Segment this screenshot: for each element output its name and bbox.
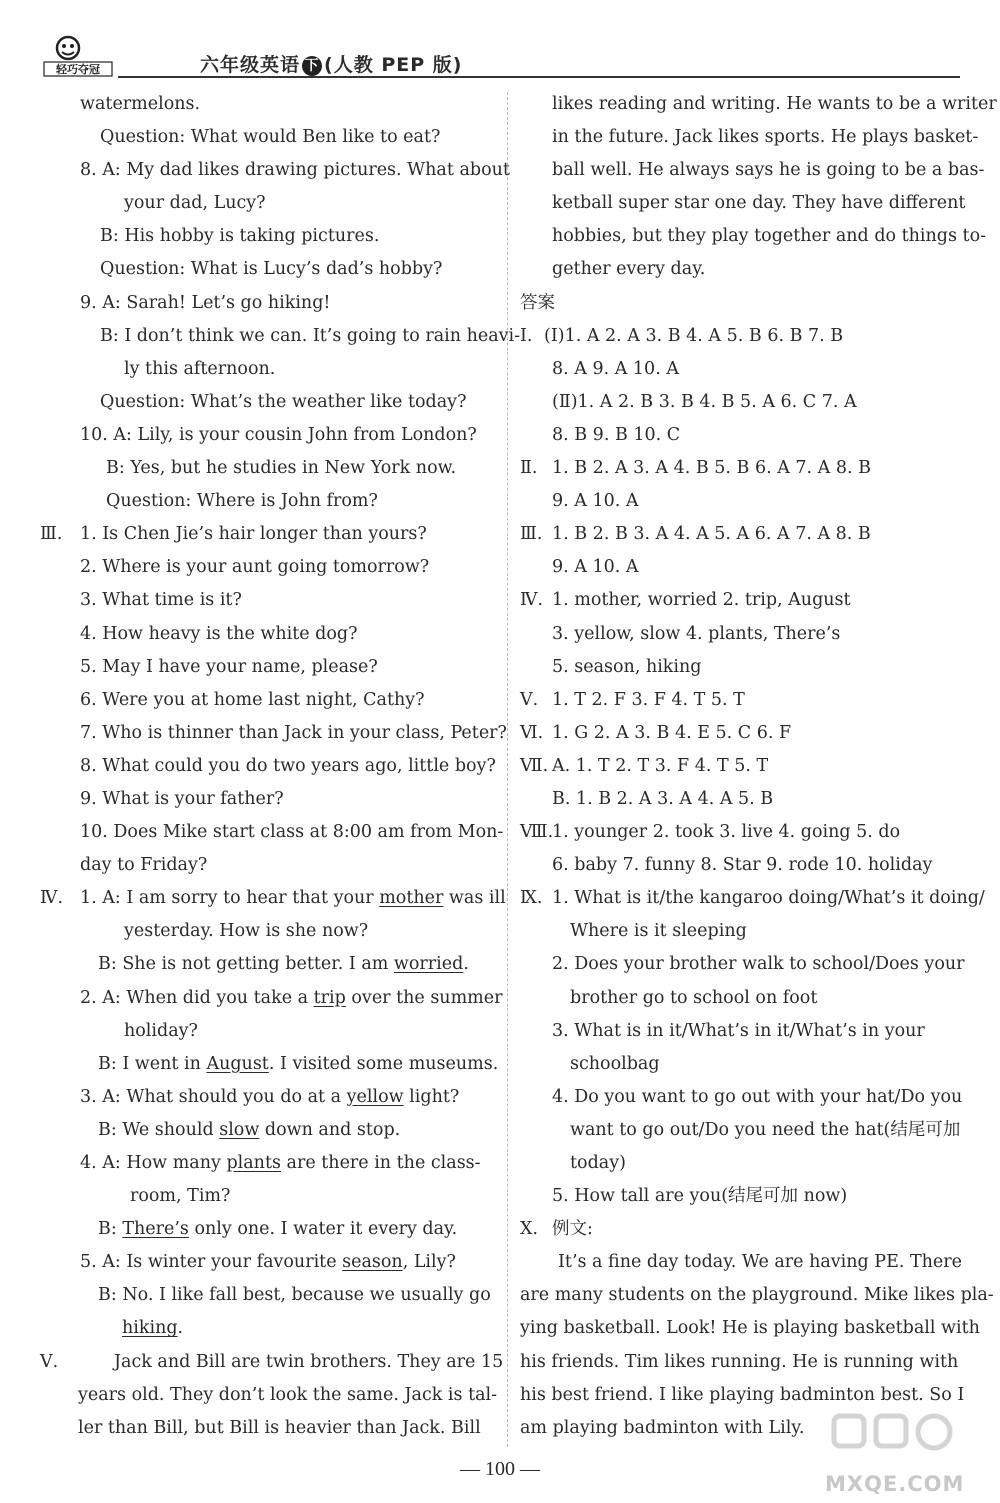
text-line <box>520 1147 965 1180</box>
line-text: B: No. I like fall best, because we usually go <box>98 1285 491 1306</box>
text-line <box>520 287 965 320</box>
line-text: 8. What could you do two years ago, little boy? <box>80 755 496 776</box>
column-divider <box>507 92 508 1447</box>
logo-icon <box>42 34 114 78</box>
line-text-after: light? <box>403 1086 460 1107</box>
text-line <box>520 1279 994 1312</box>
line-text: 1. B 2. B 3. A 4. A 5. A 6. A 7. A 8. B <box>552 524 871 545</box>
volume-badge: 下 <box>302 56 322 76</box>
right-column <box>520 88 997 1445</box>
text-line <box>520 717 965 750</box>
line-text: B: I don’t think we can. It’s going to rain heavi- <box>100 325 521 346</box>
text-line <box>40 717 507 750</box>
text-line <box>40 386 495 419</box>
line-text: his best friend. I like playing badminton best. So I <box>520 1384 965 1405</box>
line-text-before: B: We should <box>98 1119 220 1140</box>
text-line <box>520 1048 965 1081</box>
text-line <box>520 982 965 1015</box>
text-line <box>40 849 495 882</box>
section-marker: Ⅴ. <box>40 1351 59 1372</box>
line-text-after: down and stop. <box>259 1119 401 1140</box>
line-text: 9. What is your father? <box>80 788 284 809</box>
text-line <box>40 1312 495 1345</box>
line-text-before: B: <box>98 1219 123 1240</box>
line-text-after: only one. I water it every day. <box>188 1219 458 1240</box>
line-text-after: was ill <box>443 888 506 909</box>
line-text: 6. baby 7. funny 8. Star 9. rode 10. holiday <box>552 855 933 876</box>
line-text: 1. younger 2. took 3. live 4. going 5. do <box>552 822 901 843</box>
line-text: B: Yes, but he studies in New York now. <box>106 458 457 479</box>
underlined-answer: plants <box>226 1153 281 1173</box>
line-text: 8. A: My dad likes drawing pictures. What about <box>80 160 510 181</box>
line-text <box>98 1213 457 1246</box>
underlined-answer: slow <box>219 1119 260 1140</box>
text-line <box>40 684 495 717</box>
text-line <box>520 584 965 617</box>
line-text: room, Tim? <box>130 1186 231 1207</box>
text-line <box>40 1180 495 1213</box>
watermark-stamp-icon <box>828 1410 958 1472</box>
underlined-answer: There’s <box>122 1219 189 1240</box>
line-text <box>98 1048 498 1081</box>
line-text: am playing badminton with Lily. <box>520 1417 805 1438</box>
line-text: hobbies, but they play together and do things to- <box>552 226 987 247</box>
text-line <box>520 88 997 121</box>
line-text: 7. Who is thinner than Jack in your class, Peter? <box>80 722 507 743</box>
text-line <box>520 1114 965 1147</box>
line-text: 8. A 9. A 10. A <box>552 358 679 379</box>
line-text-before: 4. A: How many <box>80 1153 227 1173</box>
text-line <box>520 419 965 452</box>
line-text-before: B: She is not getting better. I am <box>98 954 394 975</box>
line-text: (Ⅱ)1. A 2. B 3. B 4. B 5. A 6. C 7. A <box>552 391 857 412</box>
text-line <box>40 287 495 320</box>
line-text: Jack and Bill are twin brothers. They are 15 <box>114 1351 504 1372</box>
text-line <box>40 783 495 816</box>
line-text: 1. mother, worried 2. trip, August <box>552 590 851 611</box>
text-line <box>40 750 495 783</box>
line-text-before: 2. A: When did you take a <box>80 987 314 1008</box>
line-text-after: over the summer <box>345 987 503 1008</box>
text-line <box>520 320 965 353</box>
text-line <box>40 121 495 154</box>
line-text: ball well. He always says he is going to be a bas- <box>552 160 985 181</box>
text-line <box>520 518 965 551</box>
page-header <box>40 28 962 80</box>
text-line <box>520 485 965 518</box>
text-line <box>40 1346 504 1379</box>
text-line <box>520 948 965 981</box>
line-text: 1. What is it/the kangaroo doing/What’s it doing/ <box>552 888 985 909</box>
line-text: 10. A: Lily, is your cousin John from London? <box>80 424 477 445</box>
line-text-after: are there in the class- <box>280 1153 481 1173</box>
section-marker: Ⅷ. <box>520 822 554 843</box>
text-line <box>40 320 521 353</box>
line-text: A. 1. T 2. T 3. F 4. T 5. T <box>552 755 769 776</box>
line-text: Question: What is Lucy’s dad’s hobby? <box>100 259 443 280</box>
line-text <box>80 882 506 915</box>
text-line <box>40 419 495 452</box>
line-text: his friends. Tim likes running. He is running with <box>520 1351 959 1372</box>
line-text: B: His hobby is taking pictures. <box>100 226 380 247</box>
text-line <box>520 551 965 584</box>
text-line <box>520 783 965 816</box>
text-line <box>40 618 495 651</box>
line-text <box>80 1081 459 1114</box>
line-text: 1. T 2. F 3. F 4. T 5. T <box>552 689 745 710</box>
left-column <box>40 88 521 1445</box>
section-marker: Ⅴ. <box>520 689 539 710</box>
line-text: B. 1. B 2. A 3. A 4. A 5. B <box>552 788 774 809</box>
line-text: brother go to school on foot <box>570 987 818 1008</box>
line-text: 6. Were you at home last night, Cathy? <box>80 689 425 710</box>
text-line <box>520 1346 965 1379</box>
text-line <box>40 187 495 220</box>
text-line <box>40 915 495 948</box>
text-line <box>40 485 495 518</box>
line-text: Where is it sleeping <box>570 921 747 942</box>
line-text: 5. season, hiking <box>552 656 702 677</box>
text-line <box>40 651 495 684</box>
line-text: watermelons. <box>80 94 201 114</box>
text-line <box>40 452 495 485</box>
line-text: 9. A 10. A <box>552 491 639 512</box>
text-line <box>40 518 495 551</box>
line-text: Question: What would Ben like to eat? <box>100 127 441 148</box>
text-line <box>520 386 965 419</box>
book-title: 六年级英语 下 (人教 PEP 版) <box>200 54 463 76</box>
underlined-answer: yellow <box>346 1086 404 1107</box>
line-text: ying basketball. Look! He is playing basketball with <box>520 1318 980 1339</box>
underlined-answer: hiking <box>122 1318 178 1339</box>
line-text-after: . <box>463 954 469 975</box>
text-line <box>520 816 965 849</box>
underlined-answer: trip <box>313 987 346 1008</box>
text-line <box>520 618 965 651</box>
text-line <box>40 1412 495 1445</box>
line-text <box>98 948 469 981</box>
line-text: 9. A 10. A <box>552 557 639 578</box>
text-line <box>40 253 495 286</box>
line-text <box>80 1147 481 1180</box>
text-line <box>520 651 965 684</box>
text-line <box>520 1015 965 1048</box>
text-line <box>520 121 979 154</box>
section-marker: Ⅳ. <box>520 590 544 611</box>
line-text: 3. What time is it? <box>80 590 242 611</box>
section-marker: Ⅰ. <box>520 325 533 346</box>
line-text: 4. Do you want to go out with your hat/Do you <box>552 1086 963 1107</box>
section-marker: Ⅶ. <box>520 755 549 776</box>
line-text: 9. A: Sarah! Let’s go hiking! <box>80 292 331 313</box>
line-text: 5. How tall are you(结尾可加 now) <box>552 1186 848 1207</box>
line-text: years old. They don’t look the same. Jack is tal- <box>78 1384 498 1405</box>
text-line <box>40 1379 498 1412</box>
text-line <box>520 684 965 717</box>
text-line <box>520 220 987 253</box>
text-line <box>40 1147 495 1180</box>
text-line <box>40 948 495 981</box>
line-text-before: 3. A: What should you do at a <box>80 1086 347 1107</box>
line-text-before: 5. A: Is winter your favourite <box>80 1252 343 1273</box>
text-line <box>40 1246 495 1279</box>
text-line <box>520 915 965 948</box>
header-rule <box>118 76 960 78</box>
underlined-answer: August <box>206 1053 269 1074</box>
line-text-after: . <box>177 1318 184 1339</box>
line-text: are many students on the playground. Mike likes pla- <box>520 1285 994 1306</box>
line-text: 例文: <box>552 1219 593 1240</box>
underlined-answer: season <box>342 1252 403 1273</box>
text-line <box>520 750 965 783</box>
line-text: day to Friday? <box>80 855 208 876</box>
line-text: ketball super star one day. They have different <box>552 193 966 214</box>
line-text: want to go out/Do you need the hat(结尾可加 <box>570 1119 961 1140</box>
line-text <box>122 1312 183 1345</box>
line-text: 2. Where is your aunt going tomorrow? <box>80 557 430 578</box>
svg-text:轻巧夺冠: 轻巧夺冠 <box>56 63 100 76</box>
section-marker: Ⅹ. <box>520 1219 539 1240</box>
section-marker: Ⅲ. <box>40 524 63 545</box>
text-line <box>520 1081 965 1114</box>
text-line <box>40 982 503 1015</box>
text-line <box>520 849 965 882</box>
underlined-answer: mother <box>379 888 444 909</box>
line-text: 10. Does Mike start class at 8:00 am from Mon- <box>80 822 504 843</box>
text-line <box>520 353 965 386</box>
text-line <box>40 353 495 386</box>
line-text: Question: What’s the weather like today? <box>100 391 467 412</box>
text-line <box>40 1048 499 1081</box>
text-line <box>40 88 495 121</box>
text-line <box>520 154 985 187</box>
line-text <box>80 1246 456 1279</box>
line-text: 1. B 2. A 3. A 4. B 5. B 6. A 7. A 8. B <box>552 458 872 479</box>
text-line <box>40 551 495 584</box>
line-text: 2. Does your brother walk to school/Does your <box>552 954 965 975</box>
section-marker: Ⅲ. <box>520 524 543 545</box>
line-text: 4. How heavy is the white dog? <box>80 623 358 644</box>
line-text: gether every day. <box>552 259 706 280</box>
line-text: ler than Bill, but Bill is heavier than Jack. Bill <box>78 1417 481 1438</box>
text-line <box>520 187 965 220</box>
line-text: 5. May I have your name, please? <box>80 656 378 677</box>
line-text: 1. Is Chen Jie’s hair longer than yours? <box>80 524 427 545</box>
text-line <box>40 584 495 617</box>
line-text: 1. G 2. A 3. B 4. E 5. C 6. F <box>552 722 792 743</box>
text-line <box>40 882 506 915</box>
text-line <box>40 1114 495 1147</box>
line-text: 3. What is in it/What’s in it/What’s in your <box>552 1020 925 1041</box>
text-line <box>40 1081 495 1114</box>
line-text: 答案 <box>520 292 555 313</box>
text-line <box>520 452 965 485</box>
line-text: ly this afternoon. <box>124 358 276 379</box>
text-line <box>520 1379 965 1412</box>
underlined-answer: worried <box>393 954 464 975</box>
text-line <box>520 1180 965 1213</box>
line-text-after: , Lily? <box>402 1252 456 1273</box>
line-text: likes reading and writing. He wants to be a writer <box>552 94 997 114</box>
section-marker: Ⅵ. <box>520 722 544 743</box>
line-text: 3. yellow, slow 4. plants, There’s <box>552 623 841 644</box>
line-text: your dad, Lucy? <box>124 193 266 214</box>
line-text-before: 1. A: I am sorry to hear that your <box>80 888 380 909</box>
line-text-before: B: I went in <box>98 1053 207 1074</box>
text-line <box>40 1015 495 1048</box>
line-text: Question: Where is John from? <box>106 491 378 512</box>
text-line <box>520 1312 980 1345</box>
page-number: — 100 — <box>460 1458 540 1480</box>
text-line <box>40 220 495 253</box>
text-line <box>40 1213 495 1246</box>
section-marker: Ⅳ. <box>40 888 64 909</box>
line-text: holiday? <box>124 1020 198 1041</box>
line-text: today) <box>570 1153 626 1173</box>
text-line <box>520 253 965 286</box>
watermark-text: MXQE.COM <box>825 1472 965 1496</box>
text-line <box>520 1213 965 1246</box>
text-line <box>520 882 985 915</box>
line-text <box>98 1114 400 1147</box>
line-text: schoolbag <box>570 1053 660 1074</box>
line-text: (Ⅰ)1. A 2. A 3. B 4. A 5. B 6. B 7. B <box>544 325 844 346</box>
line-text-after: . I visited some museums. <box>268 1053 499 1074</box>
text-line <box>40 816 504 849</box>
section-marker: Ⅱ. <box>520 458 538 479</box>
text-line <box>520 1246 965 1279</box>
line-text: 8. B 9. B 10. C <box>552 424 681 445</box>
text-line <box>40 1279 495 1312</box>
text-line <box>40 154 510 187</box>
line-text: yesterday. How is she now? <box>124 921 369 942</box>
section-marker: Ⅸ. <box>520 888 543 909</box>
line-text: in the future. Jack likes sports. He plays basket- <box>552 127 979 148</box>
line-text <box>80 982 502 1015</box>
line-text: It’s a fine day today. We are having PE. There <box>558 1252 963 1273</box>
